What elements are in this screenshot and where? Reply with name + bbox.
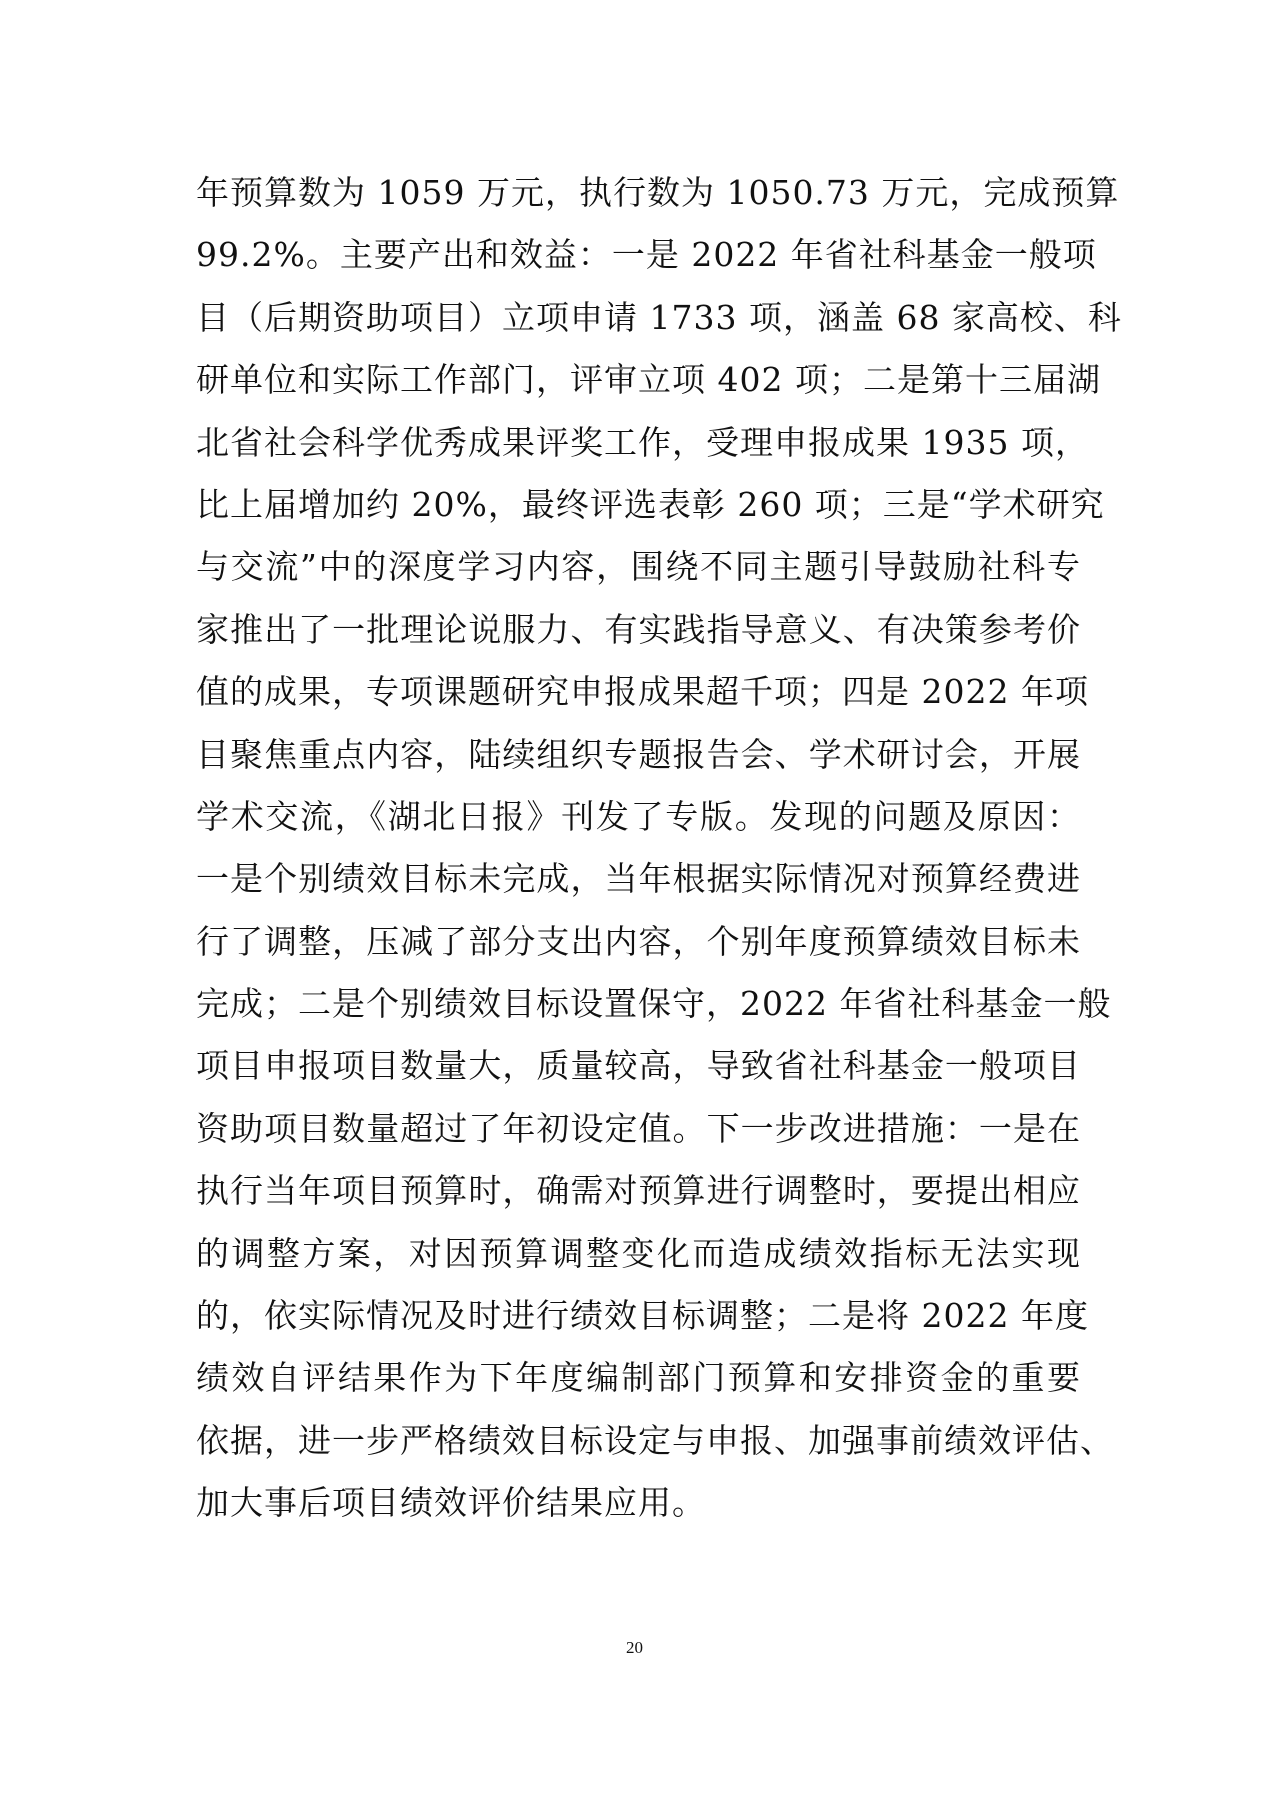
text-line-18: 的调整方案，对因预算调整变化而造成绩效指标无法实现	[196, 1233, 1081, 1273]
text-line-8: 家推出了一批理论说服力、有实践指导意义、有决策参考价	[196, 609, 1081, 649]
text-line-11: 学术交流，《湖北日报》刊发了专版。发现的问题及原因：	[196, 796, 1081, 836]
text-line-3: 目（后期资助项目）立项申请 1733 项，涵盖 68 家高校、科	[196, 297, 1122, 337]
text-line-16: 资助项目数量超过了年初设定值。下一步改进措施：一是在	[196, 1108, 1081, 1148]
text-line-19: 的，依实际情况及时进行绩效目标调整；二是将 2022 年度	[196, 1296, 1089, 1336]
text-line-17: 执行当年项目预算时，确需对预算进行调整时，要提出相应	[196, 1171, 1081, 1211]
text-line-1: 年预算数为 1059 万元，执行数为 1050.73 万元，完成预算	[196, 173, 1120, 212]
text-line-7: 与交流”中的深度学习内容，围绕不同主题引导鼓励社科专	[196, 547, 1081, 587]
text-line-9: 值的成果，专项课题研究申报成果超千项；四是 2022 年项	[196, 672, 1089, 712]
text-line-6: 比上届增加约 20%，最终评选表彰 260 项；三是“学术研究	[196, 484, 1105, 524]
text-line-10: 目聚焦重点内容，陆续组织专题报告会、学术研讨会，开展	[196, 734, 1081, 774]
text-line-13: 行了调整，压减了部分支出内容，个别年度预算绩效目标未	[196, 921, 1081, 961]
text-line-15: 项目申报项目数量大，质量较高，导致省社科基金一般项目	[196, 1046, 1081, 1086]
text-line-21: 依据，进一步严格绩效目标设定与申报、加强事前绩效评估、	[196, 1420, 1114, 1460]
text-line-5: 北省社会科学优秀成果评奖工作，受理申报成果 1935 项，	[196, 422, 1089, 462]
text-line-4: 研单位和实际工作部门，评审立项 402 项；二是第十三届湖	[196, 360, 1101, 400]
page-number: 20	[626, 1638, 643, 1657]
text-line-14: 完成；二是个别绩效目标设置保守，2022 年省社科基金一般	[196, 984, 1112, 1024]
body-paragraph	[196, 162, 1122, 1535]
text-line-12: 一是个别绩效目标未完成，当年根据实际情况对预算经费进	[196, 859, 1081, 899]
text-line-2: 99.2%。主要产出和效益：一是 2022 年省社科基金一般项	[196, 235, 1097, 275]
text-line-20: 绩效自评结果作为下年度编制部门预算和安排资金的重要	[196, 1358, 1081, 1398]
text-line-22: 加大事后项目绩效评价结果应用。	[196, 1483, 706, 1523]
